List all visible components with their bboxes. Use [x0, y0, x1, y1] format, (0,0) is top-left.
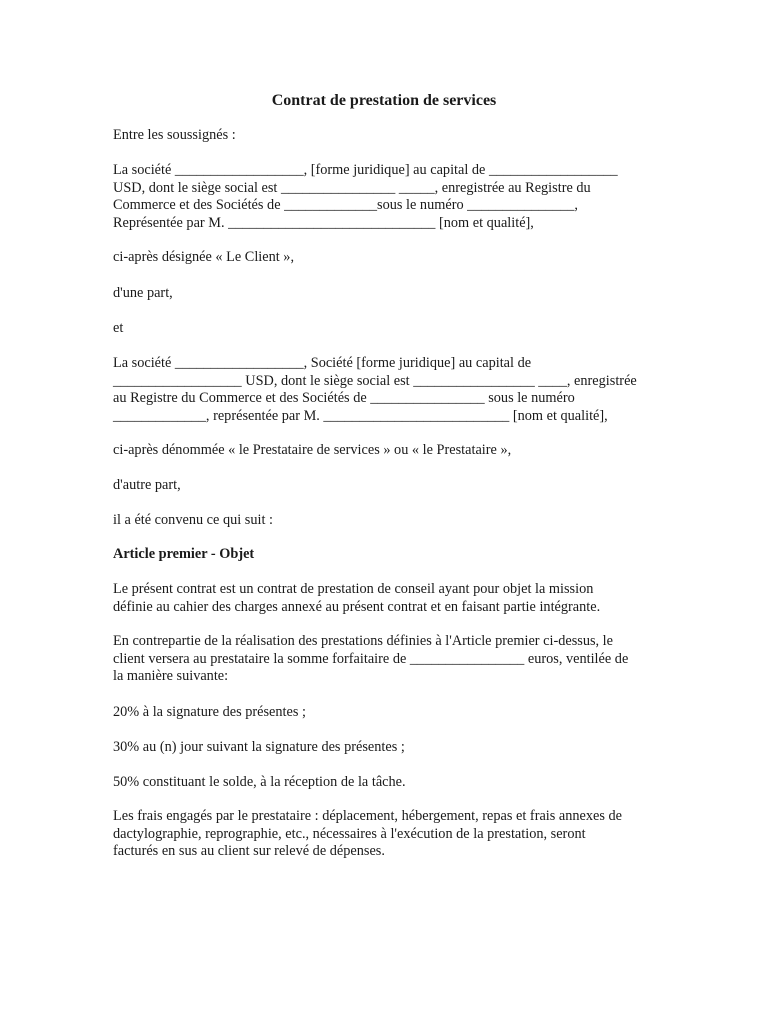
paragraph-client-company: La société __________________, [forme juridique] au capital de __________________ USD, dont le siège social est ________________ _____, enregistrée au Registre du Commerce et des Sociétés de _____________sous le numéro _______________, Représentée par M. _____________________________ [nom et qualité],: [113, 162, 618, 231]
paragraph-first-party: d'une part,: [113, 285, 173, 301]
paragraph-payment: En contrepartie de la réalisation des prestations définies à l'Article premier ci-dessus, le client versera au prestataire la somme forfaitaire de ________________ euros, ventilée de la manière suivante:: [113, 633, 629, 684]
payment-item-1: 20% à la signature des présentes ;: [113, 704, 306, 720]
paragraph-and: et: [113, 320, 124, 336]
article-heading: Article premier - Objet: [113, 546, 255, 562]
payment-item-2: 30% au (n) jour suivant la signature des présentes ;: [113, 739, 405, 755]
paragraph-provider-designation: ci-après dénommée « le Prestataire de services » ou « le Prestataire »,: [113, 442, 512, 458]
paragraph-expenses: Les frais engagés par le prestataire : déplacement, hébergement, repas et frais annexes de dactylographie, reprographie, etc., nécessaires à l'exécution de la prestation, seront facturés en sus au client sur relevé de dépenses.: [113, 808, 623, 859]
paragraph-provider-company: La société __________________, Société [forme juridique] au capital de __________________ USD, dont le siège social est _________________ ____, enregistrée au Registre du Commerce et des Sociétés de ________________ sous le numéro _____________, représentée par M. __________________________ [nom et qualité],: [113, 355, 637, 424]
document-title: Contrat de prestation de services: [271, 92, 497, 109]
paragraph-client-designation: ci-après désignée « Le Client »,: [113, 249, 295, 265]
paragraph-second-party: d'autre part,: [113, 477, 181, 493]
payment-item-3: 50% constituant le solde, à la réception de la tâche.: [113, 774, 406, 790]
paragraph-object: Le présent contrat est un contrat de prestation de conseil ayant pour objet la mission définie au cahier des charges annexé au présent contrat et en faisant partie intégrante.: [113, 581, 601, 615]
paragraph-parties-intro: Entre les soussignés :: [113, 127, 236, 143]
paragraph-agreement: il a été convenu ce qui suit :: [113, 512, 273, 528]
